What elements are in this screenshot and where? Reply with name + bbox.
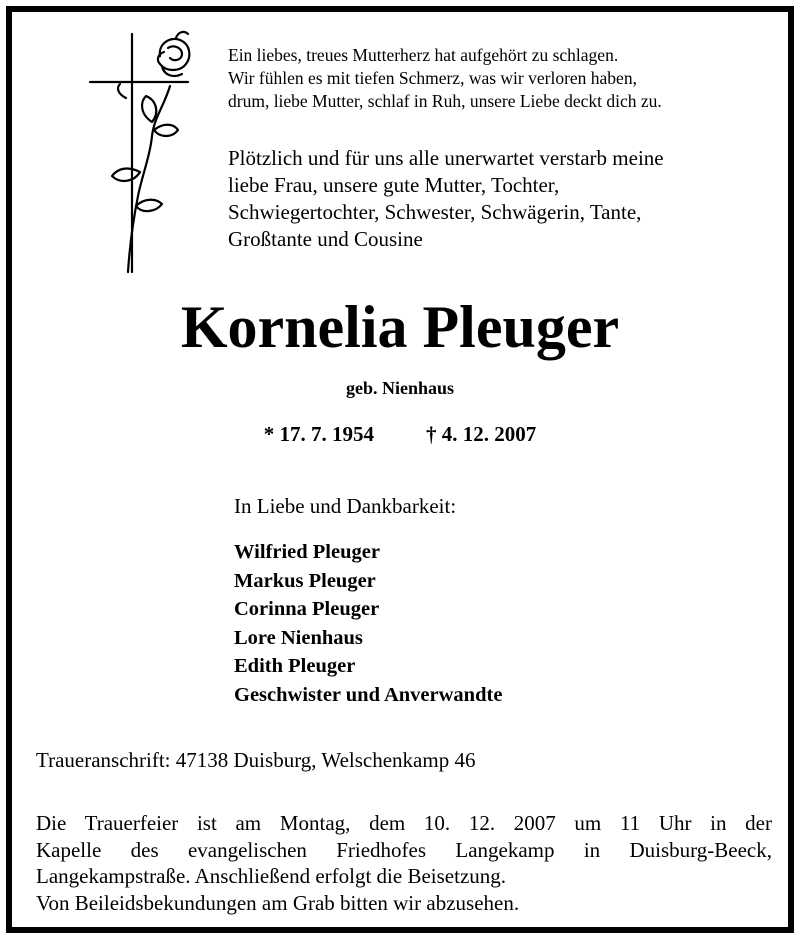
birth-date: * 17. 7. 1954 [263,422,374,446]
cross-with-rose-icon [80,26,200,276]
memorial-poem [228,44,662,113]
announcement-text [228,145,664,253]
poem-line: drum, liebe Mutter, schlaf in Ruh, unsere Liebe deckt dich zu. [228,91,662,111]
ceremony-line: Die Trauerfeier ist am Montag, dem 10. 12. 2007 um 11 Uhr in der [36,811,772,835]
birth-name: geb. Nienhaus [345,378,455,398]
announcement-line: liebe Frau, unsere gute Mutter, Tochter, [228,173,560,197]
mourning-address: Traueranschrift: 47138 Duisburg, Welschenkamp 46 [36,748,476,772]
mourner-name: Corinna Pleuger [234,598,380,621]
mourner-name: Geschwister und Anverwandte [234,683,503,706]
mourner-name: Markus Pleuger [234,569,376,592]
announcement-line: Schwiegertochter, Schwester, Schwägerin, Tante, [228,200,642,224]
ceremony-line: Langekampstraße. Anschließend erfolgt die Beisetzung. [36,864,507,888]
mourner-name: Lore Nienhaus [234,626,363,649]
mourner-name: Wilfried Pleuger [234,541,380,563]
life-dates [0,420,800,448]
deceased-name: Kornelia Pleuger [180,294,620,360]
mourner-name: Edith Pleuger [234,655,356,678]
mourners-list [234,538,502,710]
poem-line: Ein liebes, treues Mutterherz hat aufgehört zu schlagen. [228,45,619,65]
ceremony-line: Von Beileidsbekundungen am Grab bitten wir abzusehen. [36,890,520,915]
announcement-line: Plötzlich und für uns alle unerwartet verstarb meine [228,146,664,170]
thanks-line: In Liebe und Dankbarkeit: [234,494,457,518]
ceremony-line: Kapelle des evangelischen Friedhofes Langekamp in Duisburg-Beeck, [36,837,772,862]
ceremony-info [36,810,772,916]
poem-line: Wir fühlen es mit tiefen Schmerz, was wir verloren haben, [228,68,637,88]
death-date: † 4. 12. 2007 [426,422,537,446]
announcement-line: Großtante und Cousine [228,227,423,251]
